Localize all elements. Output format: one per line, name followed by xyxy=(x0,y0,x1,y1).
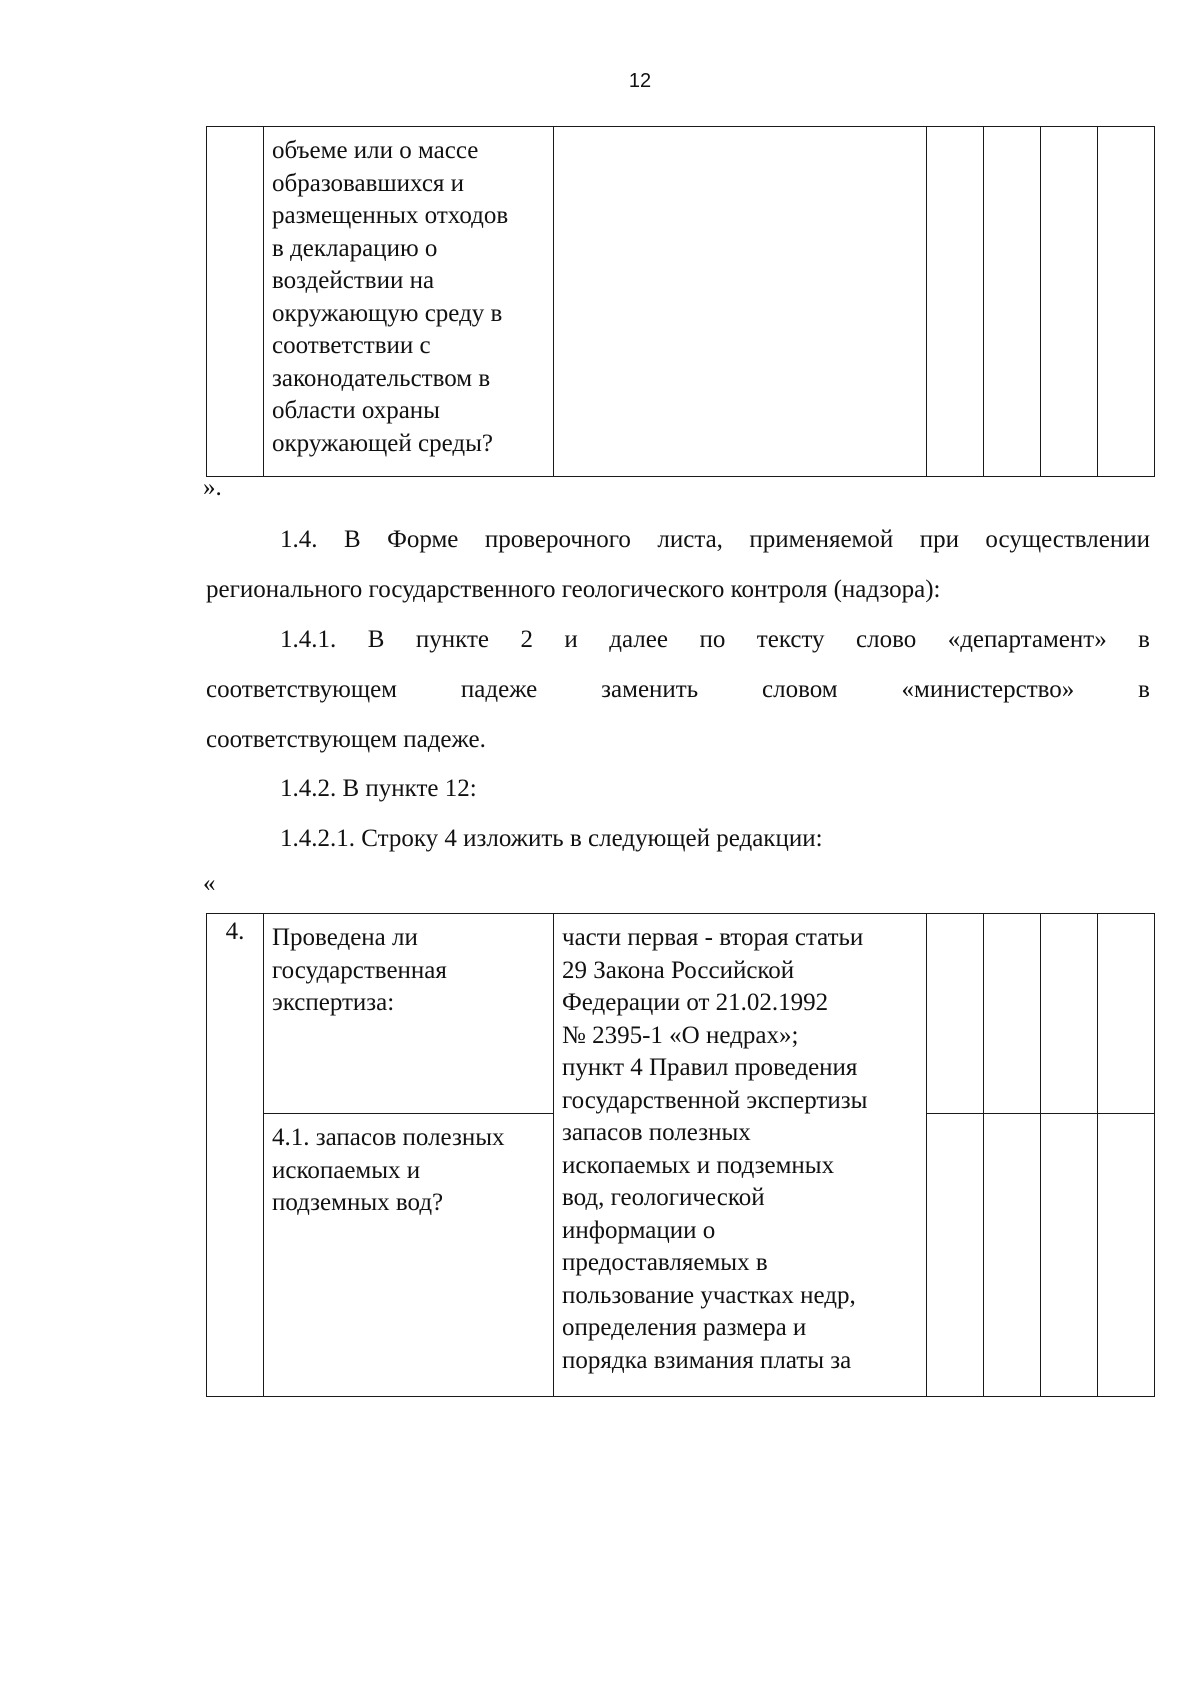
paragraph-1-4-1-line-1: 1.4.1. В пункте 2 и далее по тексту слово «департамент» в xyxy=(280,626,1150,653)
question-text xyxy=(264,914,553,1020)
cell-line: законодательством в xyxy=(272,364,491,392)
row-number: 4. xyxy=(225,918,245,945)
cell-line: пункт 4 Правил проведения xyxy=(562,1054,858,1081)
page-number: 12 xyxy=(628,70,652,92)
cell-line: Федерации от 21.02.1992 xyxy=(562,989,829,1016)
cell-line: 4.1. запасов полезных xyxy=(272,1124,505,1151)
cell-line: вод, геологической xyxy=(562,1184,765,1211)
cell-line: размещенных отходов xyxy=(272,202,509,229)
cell-line: запасов полезных xyxy=(562,1119,751,1146)
question-cell xyxy=(264,127,554,477)
cell-line: определения размера и xyxy=(562,1314,807,1341)
cell-line: соответствии с xyxy=(272,332,431,359)
paragraph-1-4-1-line-2: соответствующем падеже заменить словом «министерство» в xyxy=(206,676,1150,703)
answer-yes-cell xyxy=(927,127,984,477)
cell-line: объеме или о массе xyxy=(272,137,479,164)
subquestion-cell xyxy=(264,1114,554,1397)
row-number-cell xyxy=(207,127,264,477)
cell-line: образовавшихся и xyxy=(272,169,465,197)
cell-line: Проведена ли xyxy=(272,924,418,951)
answer-not-applicable-cell xyxy=(1041,127,1098,477)
paragraph-1-4-line-1: 1.4. В Форме проверочного листа, применяемой при осуществлении xyxy=(280,526,1150,553)
cell-line: ископаемых и подземных xyxy=(562,1151,835,1179)
paragraph-1-4-2: 1.4.2. В пункте 12: xyxy=(280,775,477,802)
answer-yes-cell xyxy=(927,1114,984,1397)
cell-line: ископаемых и xyxy=(272,1156,421,1184)
cell-line: окружающей среды? xyxy=(272,429,493,457)
cell-line: государственной экспертизы xyxy=(562,1086,868,1114)
cell-line: пользование участках недр, xyxy=(562,1281,856,1309)
cell-line: информации о xyxy=(562,1216,716,1244)
checklist-table-continuation xyxy=(206,126,1155,477)
requirements-text xyxy=(554,914,926,1377)
subquestion-text xyxy=(264,1114,553,1220)
opening-quote: « xyxy=(203,870,216,897)
cell-line: № 2395-1 «О недрах»; xyxy=(562,1021,799,1049)
cell-line: подземных вод? xyxy=(272,1189,444,1216)
question-cell xyxy=(264,914,554,1114)
requirements-cell xyxy=(554,127,927,477)
answer-no-cell xyxy=(984,914,1041,1114)
cell-line: государственная xyxy=(272,956,447,984)
requirements-cell xyxy=(554,914,927,1397)
closing-quote: ». xyxy=(203,474,222,501)
answer-no-cell xyxy=(984,1114,1041,1397)
question-text xyxy=(264,127,553,460)
note-cell xyxy=(1098,127,1155,477)
table-row xyxy=(207,127,1155,477)
cell-line: воздействии на xyxy=(272,267,435,294)
note-cell xyxy=(1098,914,1155,1114)
cell-line: окружающую среду в xyxy=(272,299,503,327)
cell-line: 29 Закона Российской xyxy=(562,956,795,984)
table-row xyxy=(207,914,1155,1114)
answer-yes-cell xyxy=(927,914,984,1114)
paragraph-1-4-2-1: 1.4.2.1. Строку 4 изложить в следующей редакции: xyxy=(280,825,823,852)
row-number-cell xyxy=(207,914,264,1397)
answer-not-applicable-cell xyxy=(1041,914,1098,1114)
cell-line: экспертиза: xyxy=(272,989,395,1016)
cell-line: области охраны xyxy=(272,397,440,424)
answer-no-cell xyxy=(984,127,1041,477)
answer-not-applicable-cell xyxy=(1041,1114,1098,1397)
note-cell xyxy=(1098,1114,1155,1397)
cell-line: в декларацию о xyxy=(272,234,438,262)
cell-line: предоставляемых в xyxy=(562,1249,768,1276)
paragraph-1-4-line-2: регионального государственного геологического контроля (надзора): xyxy=(206,576,941,603)
cell-line: порядка взимания платы за xyxy=(562,1346,852,1374)
checklist-table-row-4 xyxy=(206,913,1155,1397)
cell-line: части первая - вторая статьи xyxy=(562,924,864,951)
paragraph-1-4-1-line-3: соответствующем падеже. xyxy=(206,726,486,753)
